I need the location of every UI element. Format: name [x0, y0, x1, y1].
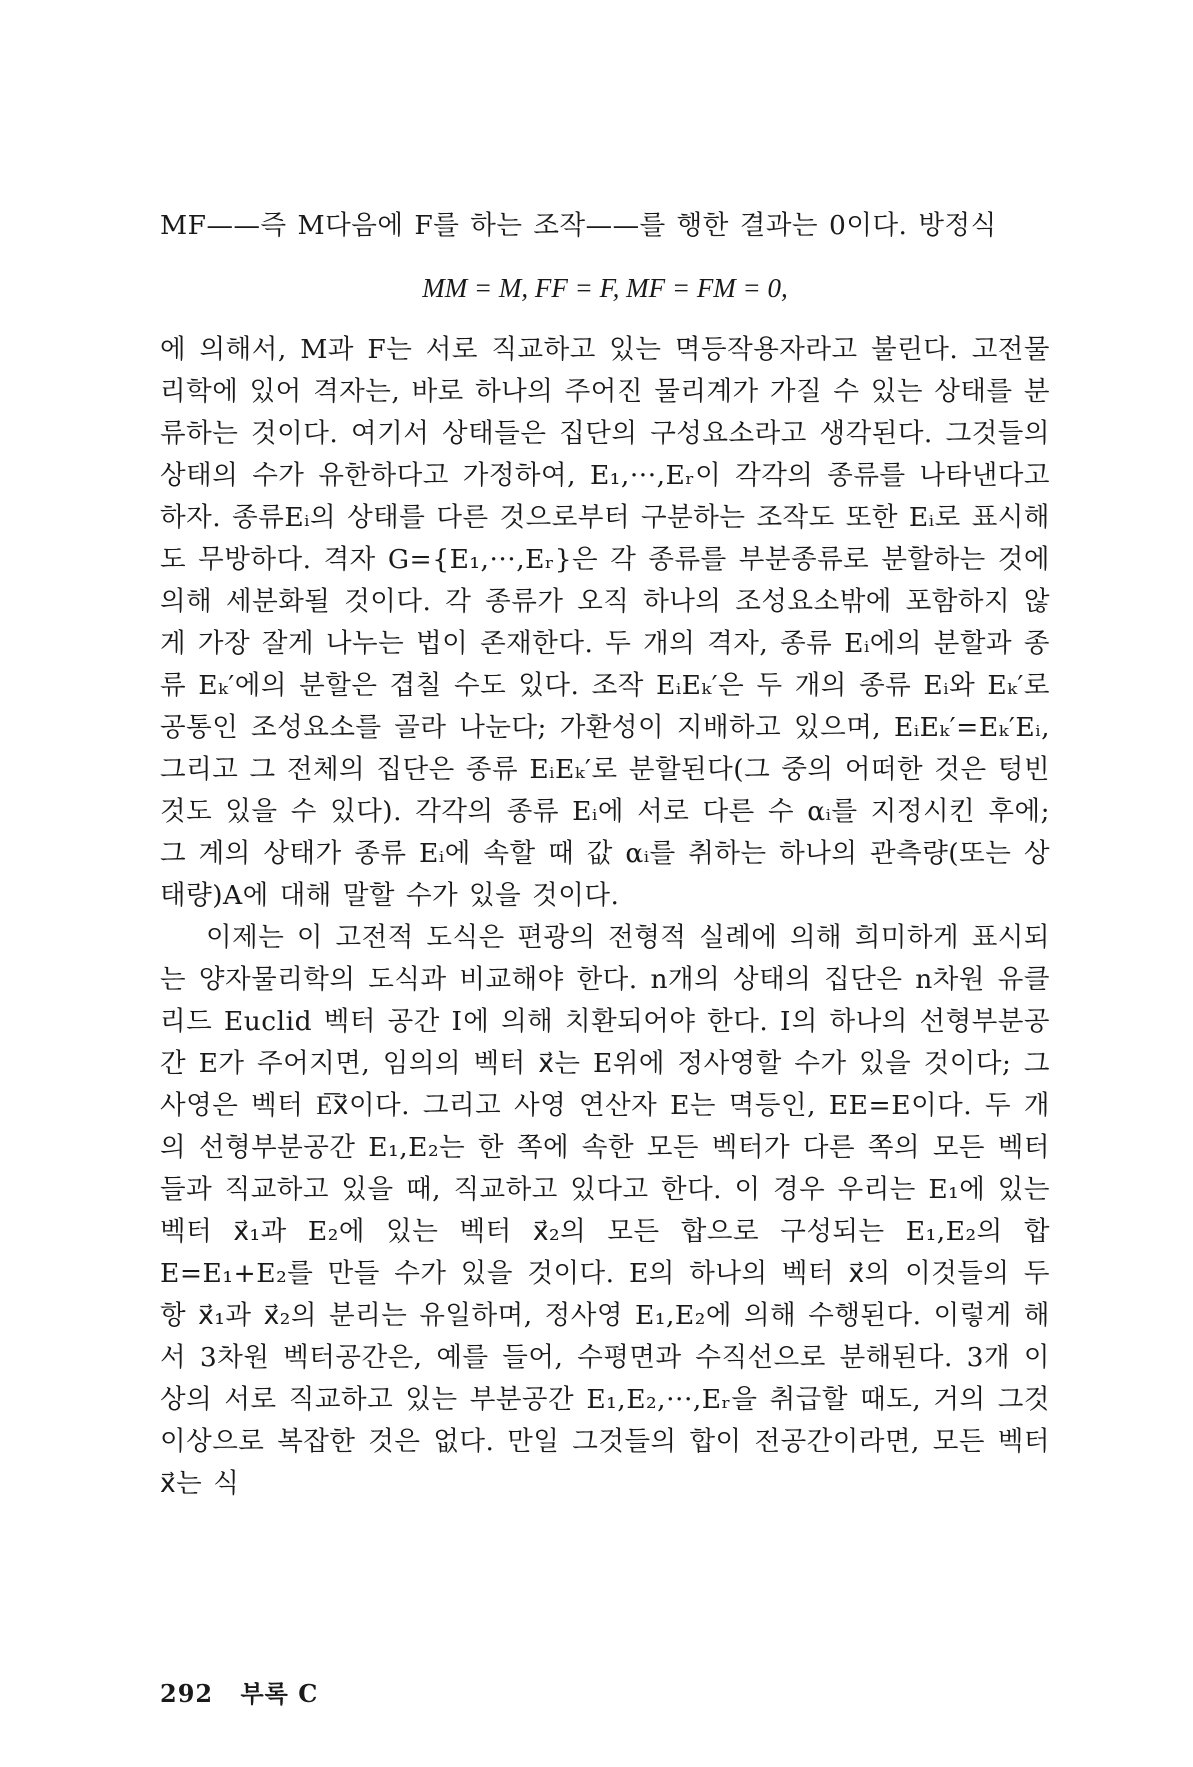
paragraph-classical-lattice: 에 의해서, M과 F는 서로 직교하고 있는 멱등작용자라고 불린다. 고전물리학에 있어 격자는, 바로 하나의 주어진 물리계가 가질 수 있는 상태를 분류하는 것이다. 여기서 상태들은 집단의 구성요소라고 생각된다. 그것들의 상태의 수가 유한하다고 가정하여, E₁,···,Eᵣ이 각각의 종류를 나타낸다고 하자. 종류Eᵢ의 상태를 다른 것으로부터 구분하는 조작도 또한 Eᵢ로 표시해도 무방하다. 격자 G={E₁,···,Eᵣ}은 각 종류를 부분종류로 분할하는 것에 의해 세분화될 것이다. 각 종류가 오직 하나의 조성요소밖에 포함하지 않게 가장 잘게 나누는 법이 존재한다. 두 개의 격자, 종류 Eᵢ에의 분할과 종류 Eₖ′에의 분할은 겹칠 수도 있다. 조작 EᵢEₖ′은 두 개의 종류 Eᵢ와 Eₖ′로 공통인 조성요소를 골라 나눈다; 가환성이 지배하고 있으며, EᵢEₖ′=Eₖ′Eᵢ, 그리고 그 전체의 집단은 종류 EᵢEₖ′로 분할된다(그 중의 어떠한 것은 텅빈 것도 있을 수 있다). 각각의 종류 Eᵢ에 서로 다른 수 αᵢ를 지정시킨 후에; 그 계의 상태가 종류 Eᵢ에 속할 때 값 αᵢ를 취하는 하나의 관측량(또는 상태량)A에 대해 말할 수가 있을 것이다.	[160, 334, 1050, 911]
equation-idempotent: MM = M, FF = F, MF = FM = 0,	[422, 273, 788, 303]
paragraph-quantum-scheme: 이제는 이 고전적 도식은 편광의 전형적 실례에 의해 희미하게 표시되는 양자물리학의 도식과 비교해야 한다. n개의 상태의 집단은 n차원 유클리드 Euclid 벡터 공간 Ⅰ에 의해 치환되어야 한다. Ⅰ의 하나의 선형부분공간 E가 주어지면, 임의의 벡터 x⃗는 E위에 정사영할 수가 있을 것이다; 그 사영은 벡터 E͞x⃗이다. 그리고 사영 연산자 E는 멱등인, EE=E이다. 두 개의 선형부분공간 E₁,E₂는 한 쪽에 속한 모든 벡터가 다른 쪽의 모든 벡터들과 직교하고 있을 때, 직교하고 있다고 한다. 이 경우 우리는 E₁에 있는 벡터 x⃗₁과 E₂에 있는 벡터 x⃗₂의 모든 합으로 구성되는 E₁,E₂의 합 E=E₁+E₂를 만들 수가 있을 것이다. E의 하나의 벡터 x⃗의 이것들의 두 항 x⃗₁과 x⃗₂의 분리는 유일하며, 정사영 E₁,E₂에 의해 수행된다. 이렇게 해서 3차원 벡터공간은, 예를 들어, 수평면과 수직선으로 분해된다. 3개 이상의 서로 직교하고 있는 부분공간 E₁,E₂,···,Eᵣ을 취급할 때도, 거의 그것 이상으로 복잡한 것은 없다. 만일 그것들의 합이 전공간이라면, 모든 벡터 x⃗는 식	[160, 922, 1050, 1499]
paragraph-intro: MF——즉 M다음에 F를 하는 조작——를 행한 결과는 0이다. 방정식	[160, 210, 997, 241]
page-footer	[160, 1674, 318, 1709]
page-body	[160, 205, 1050, 1505]
section-label: 부록 C	[240, 1679, 319, 1708]
page-number: 292	[160, 1679, 214, 1708]
